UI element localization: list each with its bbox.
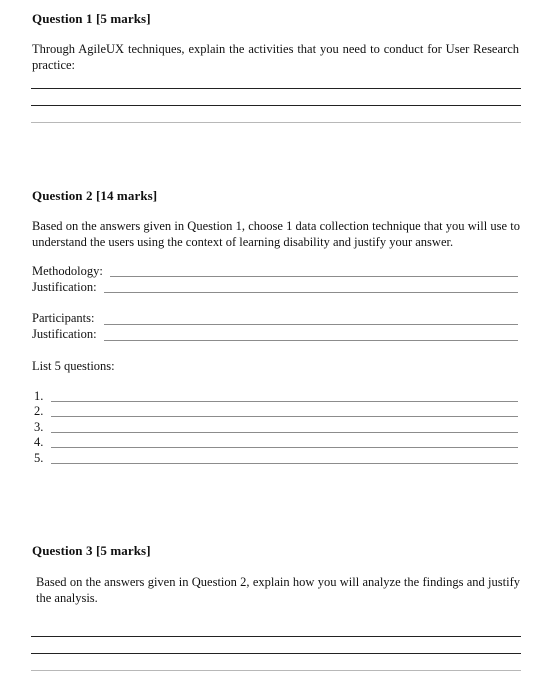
list-answer-line-3[interactable] (51, 432, 518, 433)
list-number-4: 4. (34, 435, 44, 449)
list-number-1: 1. (34, 389, 44, 403)
q1-heading: Question 1 [5 marks] (32, 11, 151, 26)
methodology-answer-line[interactable] (110, 276, 518, 277)
q2-heading: Question 2 [14 marks] (32, 188, 158, 203)
list-answer-line-2[interactable] (51, 416, 518, 417)
list-answer-line-4[interactable] (51, 447, 518, 448)
justification-answer-line-2[interactable] (104, 340, 518, 341)
q3-prompt: Based on the answers given in Question 2, explain how you will analyze the findings and justify the analysis. (36, 575, 520, 605)
justification-label-2: Justification: (32, 327, 97, 341)
list-answer-line-5[interactable] (51, 463, 518, 464)
list-number-3: 3. (34, 420, 44, 434)
q1-answer-line-1 (31, 88, 521, 89)
q3-answer-line-2 (31, 653, 521, 654)
justification-answer-line-1[interactable] (104, 292, 518, 293)
q1-answer-line-2 (31, 105, 521, 106)
participants-label: Participants: (32, 311, 95, 325)
justification-label-1: Justification: (32, 280, 97, 294)
list-number-5: 5. (34, 451, 44, 465)
participants-answer-line[interactable] (104, 324, 518, 325)
list-answer-line-1[interactable] (51, 401, 518, 402)
q1-answer-line-3 (31, 122, 521, 123)
methodology-label: Methodology: (32, 264, 103, 278)
q3-answer-line-1 (31, 636, 521, 637)
list-number-2: 2. (34, 404, 44, 418)
q2-prompt: Based on the answers given in Question 1, choose 1 data collection technique that you will use to understand the users using the context of learning disability and justify your answer. (32, 219, 520, 249)
q1-prompt: Through AgileUX techniques, explain the activities that you need to conduct for User Research practice: (32, 42, 519, 72)
q3-answer-line-3 (31, 670, 521, 671)
q3-heading: Question 3 [5 marks] (32, 543, 151, 558)
list-questions-label: List 5 questions: (32, 359, 115, 373)
